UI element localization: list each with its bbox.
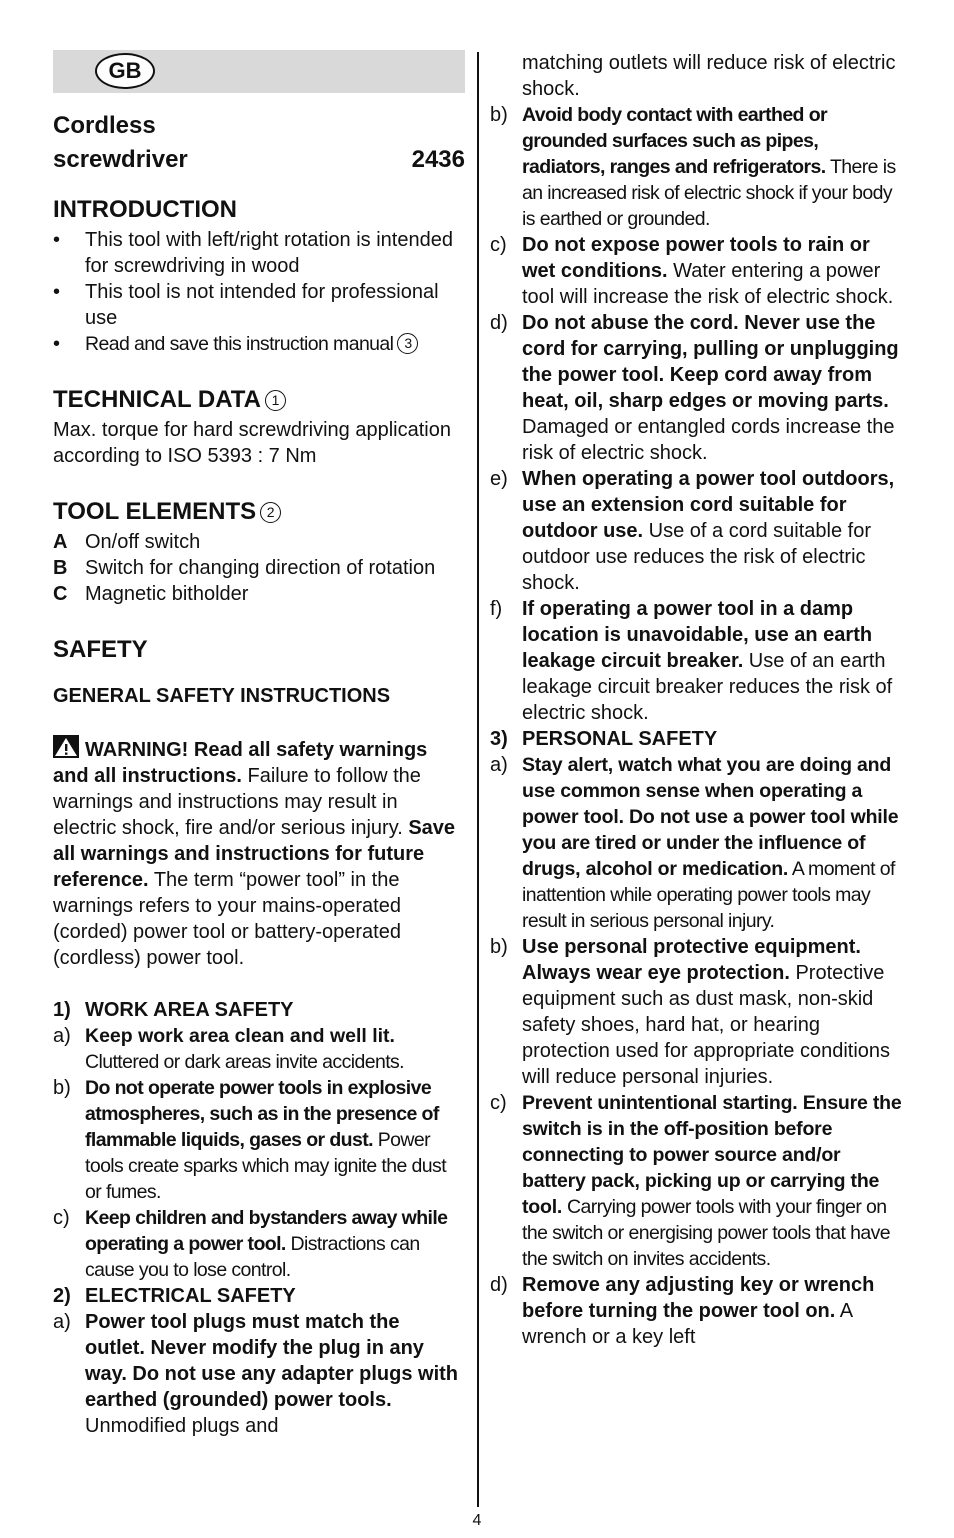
page-number: 4 bbox=[472, 1512, 482, 1529]
tech-data-text: Max. torque for hard screwdriving application according to ISO 5393 : 7 Nm bbox=[53, 419, 451, 467]
figure-ref-3: 3 bbox=[397, 333, 418, 354]
tool-elements-heading: TOOL ELEMENTS 2 bbox=[53, 495, 465, 529]
title-line-1: Cordless bbox=[53, 112, 156, 139]
tool-elements-list bbox=[53, 529, 465, 607]
list-item: b) Avoid body contact with earthed or grounded surfaces such as pipes, radiators, ranges and refrigerators. There is an increased risk of electric shock if your body is earthed or grounded. bbox=[490, 104, 896, 230]
list-item: c) Prevent unintentional starting. Ensure the switch is in the off-position before connecting to power source and/or battery pack, picking up or carrying the tool. Carrying power tools with your finger on the switch or energising power tools that have the switch on invites accidents. bbox=[490, 1092, 902, 1270]
figure-ref-2: 2 bbox=[260, 502, 281, 523]
list-item-continued: matching outlets will reduce risk of electric shock. bbox=[522, 52, 896, 100]
list-item: f) If operating a power tool in a damp location is unavoidable, use an earth leakage circuit breaker. Use of an earth leakage circuit breaker reduces the risk of electric shock. bbox=[490, 598, 893, 724]
language-bar bbox=[53, 50, 465, 93]
list-item: • This tool with left/right rotation is intended for screwdriving in wood bbox=[53, 229, 453, 277]
list-item: d) Remove any adjusting key or wrench before turning the power tool on. A wrench or a key left bbox=[490, 1274, 875, 1348]
list-item: b) Do not operate power tools in explosive atmospheres, such as in the presence of flammable liquids, gases or dust. Power tools create sparks which may ignite the dust or fumes. bbox=[53, 1077, 447, 1203]
right-column bbox=[490, 50, 904, 1350]
intro-list bbox=[53, 227, 465, 357]
list-item: b) Use personal protective equipment. Always wear eye protection. Protective equipment such as dust mask, non-skid safety shoes, hard hat, or hearing protection used for appropriate conditions will reduce personal injuries. bbox=[490, 936, 891, 1088]
list-item: A On/off switch bbox=[53, 531, 201, 553]
list-item: a) Stay alert, watch what you are doing and use common sense when operating a power tool. Do not use a power tool while you are tired or under the influence of drugs, alcohol or medication. A moment of inattention while operating power tools may result in serious personal injury. bbox=[490, 754, 899, 932]
product-title bbox=[53, 109, 465, 177]
warning-paragraph: WARNING! Read all safety warnings and all instructions. Failure to follow the warnings and instructions may result in electric shock, fire and/or serious injury. Save all warnings and instructions for future reference. The term “power tool” in the warnings refers to your mains-operated (corded) power tool or battery-operated (cordless) power tool. bbox=[53, 735, 465, 971]
figure-ref-1: 1 bbox=[265, 390, 286, 411]
title-line-2: screwdriver bbox=[53, 146, 188, 173]
tech-data-heading: TECHNICAL DATA 1 bbox=[53, 383, 465, 417]
electrical-heading: 2) ELECTRICAL SAFETY bbox=[53, 1285, 296, 1307]
model-number: 2436 bbox=[411, 146, 465, 173]
list-item: • Read and save this instruction manual 3 bbox=[53, 331, 465, 357]
column-divider bbox=[477, 52, 479, 1507]
left-column bbox=[53, 50, 465, 1439]
safety-heading: SAFETY bbox=[53, 636, 148, 663]
personal-safety-heading: 3) PERSONAL SAFETY bbox=[490, 728, 718, 750]
list-item: c) Do not expose power tools to rain or wet conditions. Water entering a power tool will increase the risk of electric shock. bbox=[490, 234, 894, 308]
intro-heading: INTRODUCTION bbox=[53, 196, 237, 223]
list-item: c) Keep children and bystanders away while operating a power tool. Distractions can cause you to lose control. bbox=[53, 1207, 448, 1281]
general-safety-subheading: GENERAL SAFETY INSTRUCTIONS bbox=[53, 685, 391, 707]
list-item: a) Power tool plugs must match the outlet. Never modify the plug in any way. Do not use any adapter plugs with earthed (grounded) power tools. Unmodified plugs and bbox=[53, 1311, 459, 1437]
list-item: B Switch for changing direction of rotation bbox=[53, 557, 436, 579]
list-item: C Magnetic bitholder bbox=[53, 583, 249, 605]
warning-icon bbox=[53, 735, 79, 758]
language-badge: GB bbox=[95, 53, 155, 89]
list-item: e) When operating a power tool outdoors, use an extension cord suitable for outdoor use. Use of a cord suitable for outdoor use reduces the risk of electric shock. bbox=[490, 468, 895, 594]
list-item: • This tool is not intended for professional use bbox=[53, 281, 439, 329]
work-area-heading: 1) WORK AREA SAFETY bbox=[53, 999, 294, 1021]
list-item: d) Do not abuse the cord. Never use the cord for carrying, pulling or unplugging the power tool. Keep cord away from heat, oil, sharp edges or moving parts. Damaged or entangled cords increase the risk of electric shock. bbox=[490, 312, 899, 464]
list-item: a) Keep work area clean and well lit. Cluttered or dark areas invite accidents. bbox=[53, 1025, 404, 1073]
